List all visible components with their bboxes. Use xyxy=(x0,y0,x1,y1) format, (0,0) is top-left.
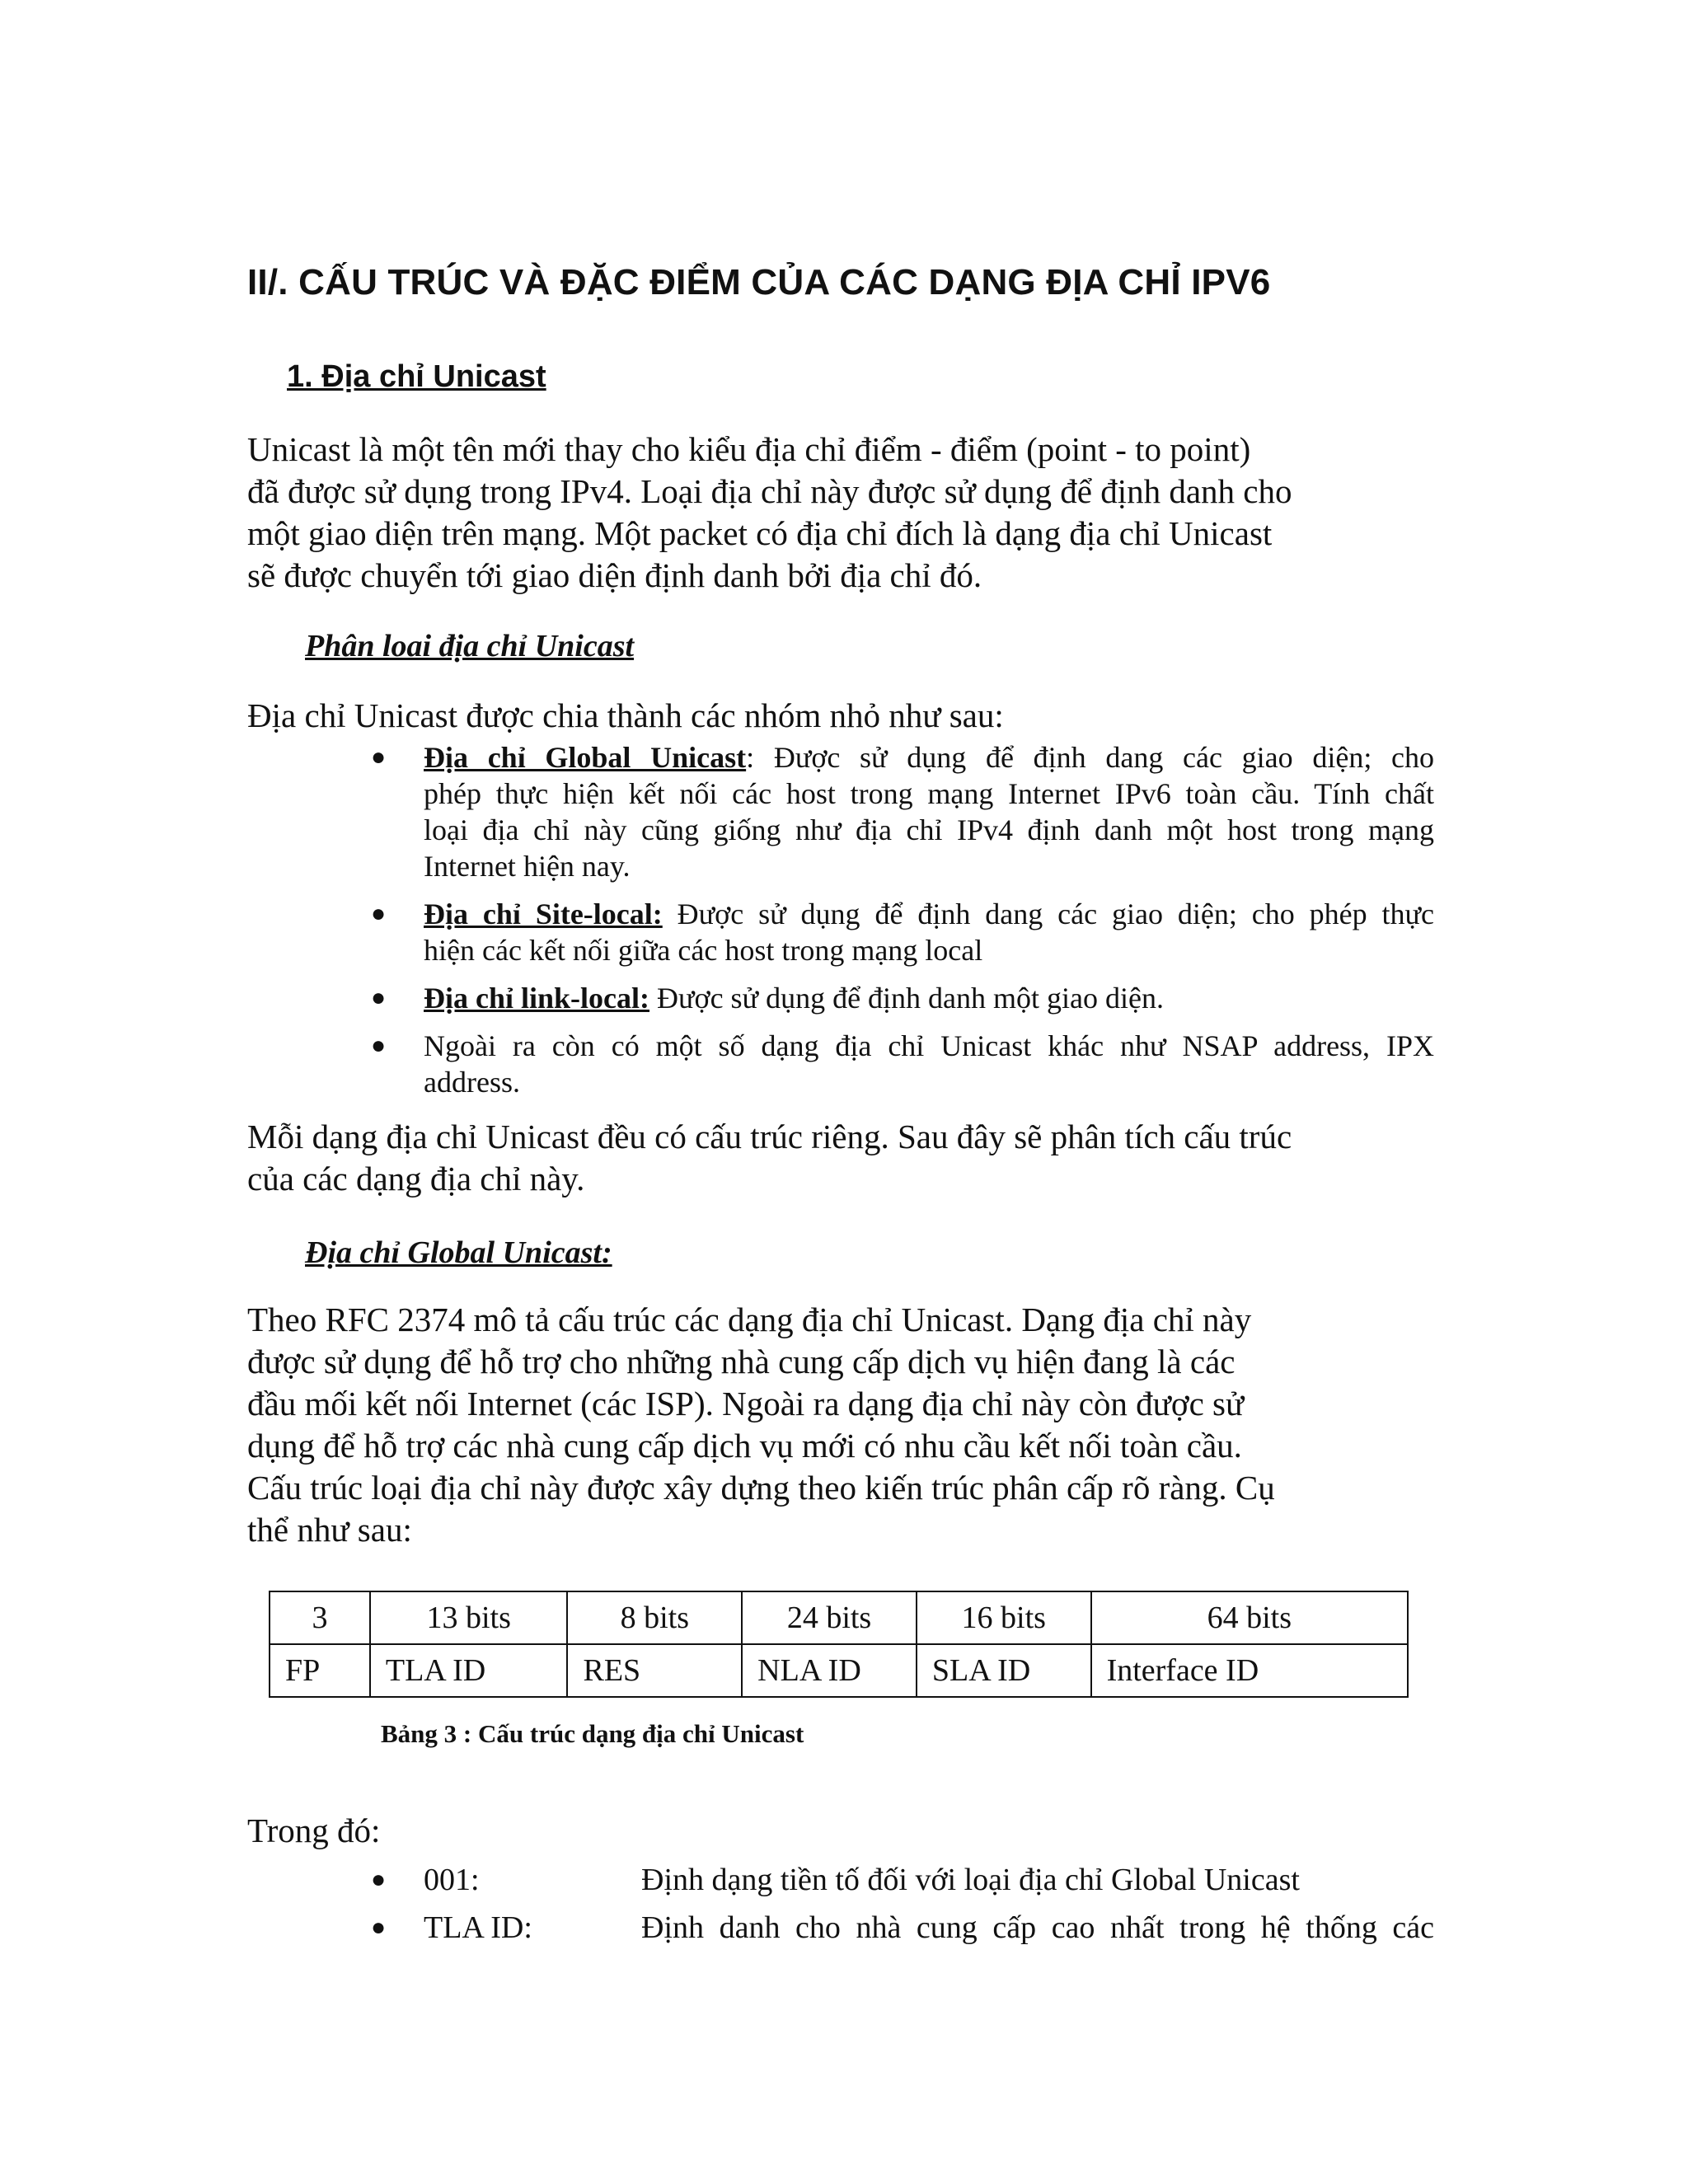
text-line xyxy=(424,739,1434,776)
definition-value: Định dạng tiền tố đối với loại địa chỉ Global Unicast xyxy=(641,1863,1300,1897)
text-line: dụng để hỗ trợ các nhà cung cấp dịch vụ mới có nhu cầu kết nối toàn cầu. xyxy=(247,1427,1242,1465)
text-line xyxy=(424,896,1434,932)
field-definitions-list xyxy=(247,1856,1434,1952)
table-cell: 16 bits xyxy=(917,1591,1091,1644)
text-line: address. xyxy=(424,1066,520,1099)
text-line: Theo RFC 2374 mô tả cấu trúc các dạng địa chỉ Unicast. Dạng địa chỉ này xyxy=(247,1301,1252,1338)
table-cell: TLA ID xyxy=(370,1644,568,1697)
table-cell: NLA ID xyxy=(742,1644,917,1697)
text-line: Địa chỉ Unicast được chia thành các nhóm nhỏ như sau: xyxy=(247,696,1004,734)
global-unicast-paragraph xyxy=(247,1299,1442,1551)
text-line: của các dạng địa chỉ này. xyxy=(247,1160,585,1197)
text-fragment: Được sử dụng để định danh một giao diện. xyxy=(649,982,1164,1015)
where-label xyxy=(247,1810,1442,1852)
text-line: đã được sử dụng trong IPv4. Loại địa chỉ này được sử dụng để định danh cho xyxy=(247,472,1292,510)
table-cell: FP xyxy=(270,1644,370,1697)
table-cell: RES xyxy=(567,1644,742,1697)
text-line: Cấu trúc loại địa chỉ này được xây dựng theo kiến trúc phân cấp rõ ràng. Cụ xyxy=(247,1469,1275,1507)
text-line xyxy=(424,980,1434,1016)
text-line: phép thực hiện kết nối các host trong mạng Internet IPv6 toàn cầu. Tính chất xyxy=(424,777,1434,810)
definition-key: TLA ID: xyxy=(424,1910,532,1945)
bullet-icon: ● xyxy=(371,1032,387,1059)
definition-key: 001: xyxy=(424,1863,480,1897)
table-cell: Interface ID xyxy=(1091,1644,1408,1697)
definition-value: Định danh cho nhà cung cấp cao nhất trong hệ thống các xyxy=(641,1910,1434,1945)
unicast-types-list xyxy=(247,739,1434,1100)
global-unicast-subhead: Địa chỉ Global Unicast: xyxy=(305,1235,612,1270)
table-cell: 13 bits xyxy=(370,1591,568,1644)
text-line: sẽ được chuyển tới giao diện định danh bởi địa chỉ đó. xyxy=(247,556,982,594)
text-line: loại địa chỉ này cũng giống như địa chỉ IPv4 định danh một host trong mạng xyxy=(424,813,1434,846)
table-cell: 8 bits xyxy=(567,1591,742,1644)
text-line: Internet hiện nay. xyxy=(424,850,631,883)
classification-lead xyxy=(247,695,1442,737)
subsection-title: 1. Địa chỉ Unicast xyxy=(287,359,546,394)
list-item xyxy=(247,1904,1434,1952)
bullet-icon: ● xyxy=(371,1866,387,1893)
bullet-icon: ● xyxy=(371,1914,387,1941)
text-line: hiện các kết nối giữa các host trong mạng local xyxy=(424,934,983,967)
text-line: thể như sau: xyxy=(247,1511,412,1549)
text-line: Unicast là một tên mới thay cho kiểu địa chỉ điểm - điểm (point - to point) xyxy=(247,430,1251,468)
text-line: Mỗi dạng địa chỉ Unicast đều có cấu trúc riêng. Sau đây sẽ phân tích cấu trúc xyxy=(247,1118,1292,1155)
table-cell: 64 bits xyxy=(1091,1591,1408,1644)
text-fragment: Được sử dụng để định dang các giao diện; cho phép thực xyxy=(662,898,1434,930)
section-heading: II/. CẤU TRÚC VÀ ĐẶC ĐIỂM CỦA CÁC DẠNG ĐỊA CHỈ IPV6 xyxy=(247,262,1271,302)
text-line: Ngoài ra còn có một số dạng địa chỉ Unicast khác như NSAP address, IPX xyxy=(424,1029,1434,1062)
text-line: đầu mối kết nối Internet (các ISP). Ngoài ra dạng địa chỉ này còn được sử xyxy=(247,1385,1245,1422)
term-label: Địa chỉ Global Unicast xyxy=(424,741,747,774)
intro-paragraph xyxy=(247,429,1442,597)
table-cell: 3 xyxy=(270,1591,370,1644)
list-item xyxy=(247,739,1434,884)
text-line: một giao diện trên mạng. Một packet có địa chỉ đích là dạng địa chỉ Unicast xyxy=(247,514,1273,552)
text-line: được sử dụng để hỗ trợ cho những nhà cung cấp dịch vụ hiện đang là các xyxy=(247,1343,1236,1380)
term-label: Địa chỉ link-local: xyxy=(424,982,650,1015)
table-row xyxy=(270,1591,1408,1644)
text-line: Trong đó: xyxy=(247,1811,381,1849)
list-item xyxy=(247,896,1434,968)
table-caption: Bảng 3 : Cấu trúc dạng địa chỉ Unicast xyxy=(381,1719,804,1748)
term-label: Địa chỉ Site-local: xyxy=(424,898,663,930)
unicast-structure-table xyxy=(269,1591,1409,1698)
list-item xyxy=(247,1856,1434,1904)
bullet-icon: ● xyxy=(371,743,387,771)
classification-subhead: Phân loai địa chỉ Unicast xyxy=(305,629,635,663)
bullet-icon: ● xyxy=(371,984,387,1011)
summary-paragraph xyxy=(247,1116,1442,1200)
list-item xyxy=(247,1028,1434,1100)
table-cell: SLA ID xyxy=(917,1644,1091,1697)
table-cell: 24 bits xyxy=(742,1591,917,1644)
list-item xyxy=(247,980,1434,1016)
text-fragment: : Được sử dụng để định dang các giao diện; cho xyxy=(746,741,1434,774)
table-row xyxy=(270,1644,1408,1697)
bullet-icon: ● xyxy=(371,900,387,927)
